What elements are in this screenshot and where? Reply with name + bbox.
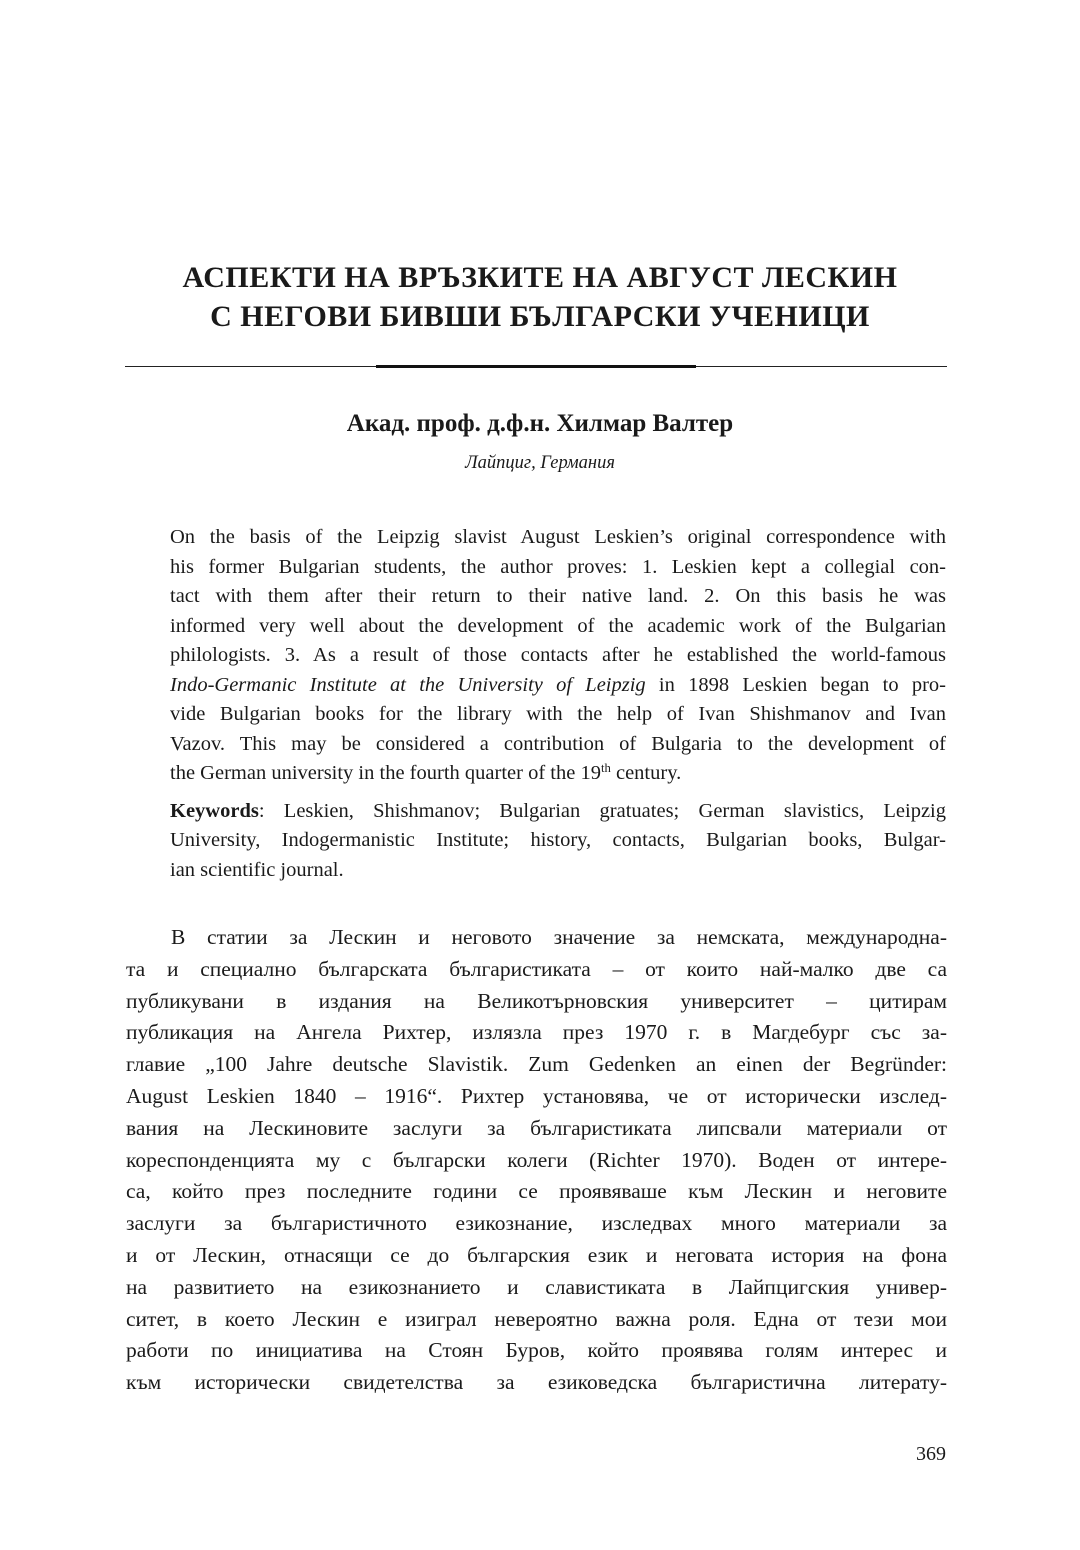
abstract-line: informed very well about the development of the academic work of the Bulgarian (170, 614, 946, 637)
title-line-1: АСПЕКТИ НА ВРЪЗКИТЕ НА АВГУСТ ЛЕСКИН (182, 261, 898, 294)
author-affiliation: Лайпциг, Германия (465, 453, 615, 473)
body-line: та и специално българската българистиката – от които най-малко две са (126, 956, 947, 981)
keywords-line (170, 797, 946, 827)
abstract-line: Vazov. This may be considered a contribution of Bulgaria to the development of (170, 732, 946, 755)
abstract-paragraph (170, 523, 946, 789)
body-line: August Leskien 1840 – 1916“. Рихтер установява, че от исторически изслед- (126, 1083, 947, 1108)
keywords-line: University, Indogermanistic Institute; history, contacts, Bulgarian books, Bulgar- (170, 829, 946, 851)
body-line: публикация на Ангела Рихтер, излязла през 1970 г. в Магдебург със за- (126, 1020, 947, 1045)
abstract-line: On the basis of the Leipzig slavist August Leskien’s original correspondence with (170, 526, 946, 548)
title-line-2: С НЕГОВИ БИВШИ БЪЛГАРСКИ УЧЕНИЦИ (210, 300, 870, 333)
page-number: 369 (916, 1443, 946, 1465)
abstract-line-rest: in 1898 Leskien began to pro- (645, 673, 946, 696)
abstract-line: his former Bulgarian students, the author proves: 1. Leskien kept a collegial con- (170, 555, 946, 578)
body-line: ситет, в което Лескин е изиграл невероятно важна роля. Една от тези мои (126, 1306, 947, 1331)
body-line: вания на Лескиновите заслуги за българистиката липсвали материали от (126, 1115, 947, 1140)
abstract-line: vide Bulgarian books for the library with the help of Ivan Shishmanov and Ivan (170, 703, 946, 725)
abstract-text: century. (610, 762, 682, 784)
abstract-text: the German university in the fourth quarter of the 19 (170, 762, 601, 784)
abstract-line: philologists. 3. As a result of those contacts after he established the world-famous (170, 644, 946, 666)
body-line: кореспонденцията му с български колеги (Richter 1970). Воден от интере- (126, 1147, 947, 1172)
keywords-line: ian scientific journal. (170, 858, 344, 881)
body-text (126, 922, 947, 1399)
keywords-label: Keywords (170, 799, 259, 822)
ordinal-suffix: th (600, 761, 611, 776)
keywords-text: : Leskien, Shishmanov; Bulgarian gratuates; German slavistics, Leipzig (258, 799, 946, 822)
body-line: и от Лескин, отнасящи се до българския език и неговата история на фона (126, 1242, 947, 1267)
abstract-line: tact with them after their return to their native land. 2. On this basis he was (170, 585, 946, 607)
body-line: са, който през последните години се проявяваше към Лескин и неговите (126, 1179, 947, 1204)
title-divider-accent (376, 365, 696, 368)
institute-name: Indo-Germanic Institute at the University of Leipzig (170, 673, 646, 696)
body-line: главие „100 Jahre deutsche Slavistik. Zum Gedenken an einen der Begründer: (126, 1052, 947, 1077)
author-name: Акад. проф. д.ф.н. Хилмар Валтер (346, 410, 734, 437)
keywords (170, 797, 946, 886)
article-title (100, 258, 980, 336)
body-line: публикувани в издания на Великотърновския университет – цитирам (126, 988, 947, 1013)
abstract-line (170, 671, 946, 701)
body-line: към исторически свидетелства за езиковедска българистична литерату- (126, 1370, 947, 1395)
body-line: на развитието на езикознанието и славистиката в Лайпцигския универ- (126, 1274, 947, 1299)
body-line: заслуги за българистичното езикознание, изследвах много материали за (126, 1211, 947, 1236)
abstract-line (170, 759, 946, 789)
body-line: работи по инициатива на Стоян Буров, който проявява голям интерес и (126, 1338, 947, 1363)
abstract (170, 523, 946, 885)
body-line: В статии за Лескин и неговото значение за немската, международна- (171, 925, 947, 949)
